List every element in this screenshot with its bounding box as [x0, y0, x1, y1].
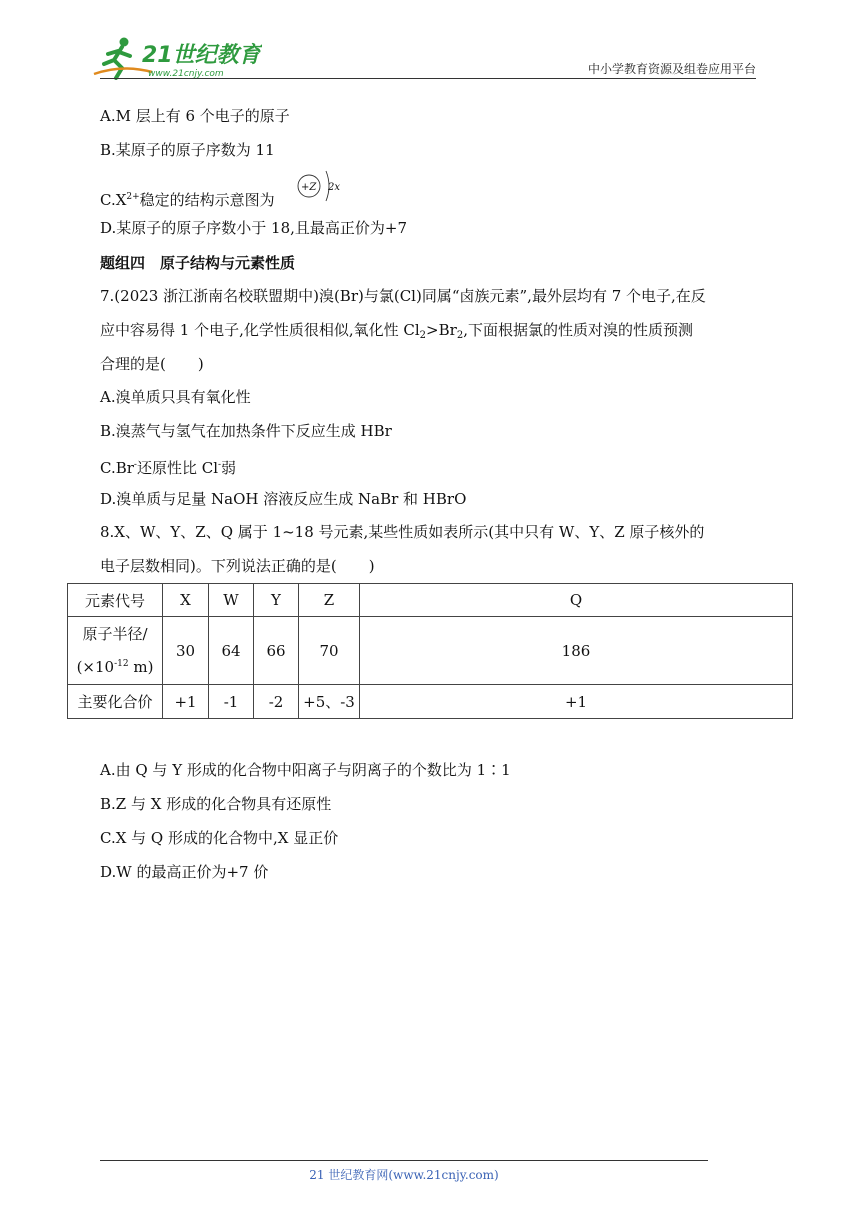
- table-header-cell: 元素代号: [68, 584, 163, 617]
- site-logo: [92, 34, 262, 80]
- q8-line2-post: ): [368, 557, 375, 575]
- table-header-cell: Q: [360, 584, 793, 617]
- q7-c-charge1: -: [133, 460, 137, 470]
- q7-c-pre: C.Br: [100, 459, 134, 477]
- table-cell: +1: [163, 685, 209, 719]
- q7-line2-mid: >Br: [426, 321, 457, 339]
- radius-unit-exponent: -12: [114, 659, 129, 669]
- q7-br2-subscript: 2: [456, 330, 464, 341]
- q7-line2-post: ,下面根据氯的性质对溴的性质预测: [463, 321, 693, 339]
- logo-text: 21世纪教育: [142, 43, 261, 68]
- q7-line3-pre: 合理的是(: [100, 355, 166, 373]
- q7-option-a: A.溴单质只具有氧化性: [100, 388, 251, 406]
- header-platform-text: 中小学教育资源及组卷应用平台: [587, 62, 756, 76]
- q7-option-b: B.溴蒸气与氢气在加热条件下反应生成 HBr: [100, 422, 392, 440]
- header-divider: [100, 78, 756, 79]
- table-header-row: [68, 584, 793, 617]
- valence-label-cell: 主要化合价: [68, 685, 163, 719]
- q7-c-post: 弱: [221, 459, 237, 477]
- q6-option-a: A.M 层上有 6 个电子的原子: [100, 107, 290, 125]
- diagram-nucleus-label: +Z: [301, 182, 317, 193]
- atom-structure-diagram: [295, 167, 347, 205]
- footer-link[interactable]: 21 世纪教育网(www.21cnjy.com): [309, 1168, 499, 1182]
- radius-label-cell: [68, 617, 163, 685]
- table-row-radius: [68, 617, 793, 685]
- table-header-cell: Y: [254, 584, 299, 617]
- table-cell: 64: [209, 617, 254, 685]
- radius-label-line1: 原子半径/: [82, 625, 148, 643]
- table-header-cell: W: [209, 584, 254, 617]
- q6-option-b: B.某原子的原子序数为 11: [100, 141, 275, 159]
- logo-url: www.21cnjy.com: [148, 69, 224, 79]
- q7-line2-pre: 应中容易得 1 个电子,化学性质很相似,氧化性 Cl: [100, 321, 420, 339]
- q7-c-charge2: -: [218, 460, 222, 470]
- q6-option-c-post: 稳定的结构示意图为: [139, 191, 275, 209]
- diagram-shell-label: 2x: [328, 182, 341, 193]
- q7-stem-line2: [100, 320, 693, 346]
- q6-option-c-charge: 2+: [126, 192, 140, 202]
- q8-stem-line1: 8.X、W、Y、Z、Q 属于 1~18 号元素,某些性质如表所示(其中只有 W、Y、Z 原子核外的: [100, 523, 705, 541]
- table-cell: -2: [254, 685, 299, 719]
- q7-option-c: [100, 455, 236, 478]
- table-cell: +1: [360, 685, 793, 719]
- q8-option-c: C.X 与 Q 形成的化合物中,X 显正价: [100, 829, 339, 847]
- radius-unit-post: m): [128, 658, 154, 676]
- table-header-cell: Z: [299, 584, 360, 617]
- q7-line3-post: ): [197, 355, 204, 373]
- q7-c-mid: 还原性比 Cl: [136, 459, 218, 477]
- q7-stem-line3: [100, 354, 204, 374]
- q8-line2-pre: 电子层数相同)。下列说法正确的是(: [100, 557, 337, 575]
- table-cell: 70: [299, 617, 360, 685]
- q8-option-b: B.Z 与 X 形成的化合物具有还原性: [100, 795, 332, 813]
- q8-option-a: A.由 Q 与 Y 形成的化合物中阳离子与阴离子的个数比为 1∶1: [100, 761, 511, 779]
- q6-option-c: [100, 187, 275, 210]
- footer-divider: [100, 1160, 708, 1161]
- q7-option-d: D.溴单质与足量 NaOH 溶液反应生成 NaBr 和 HBrO: [100, 490, 467, 508]
- table-cell: +5、-3: [299, 685, 360, 719]
- q8-option-d: D.W 的最高正价为+7 价: [100, 863, 269, 881]
- q6-option-d: D.某原子的原子序数小于 18,且最高正价为+7: [100, 219, 407, 237]
- q7-stem-line1: 7.(2023 浙江浙南名校联盟期中)溴(Br)与氯(Cl)同属“卤族元素”,最外层均有 7 个电子,在反: [100, 287, 706, 305]
- q8-stem-line2: [100, 556, 375, 576]
- table-row-valence: [68, 685, 793, 719]
- q6-option-c-pre: C.X: [100, 191, 127, 209]
- table-cell: 186: [360, 617, 793, 685]
- table-cell: 66: [254, 617, 299, 685]
- table-cell: 30: [163, 617, 209, 685]
- q7-cl2-subscript: 2: [419, 330, 427, 341]
- table-header-cell: X: [163, 584, 209, 617]
- radius-label-line2: [72, 649, 158, 682]
- radius-unit-pre: (×10: [76, 658, 115, 676]
- element-properties-table: [67, 583, 793, 719]
- table-cell: -1: [209, 685, 254, 719]
- section-title: 题组四 原子结构与元素性质: [100, 254, 296, 272]
